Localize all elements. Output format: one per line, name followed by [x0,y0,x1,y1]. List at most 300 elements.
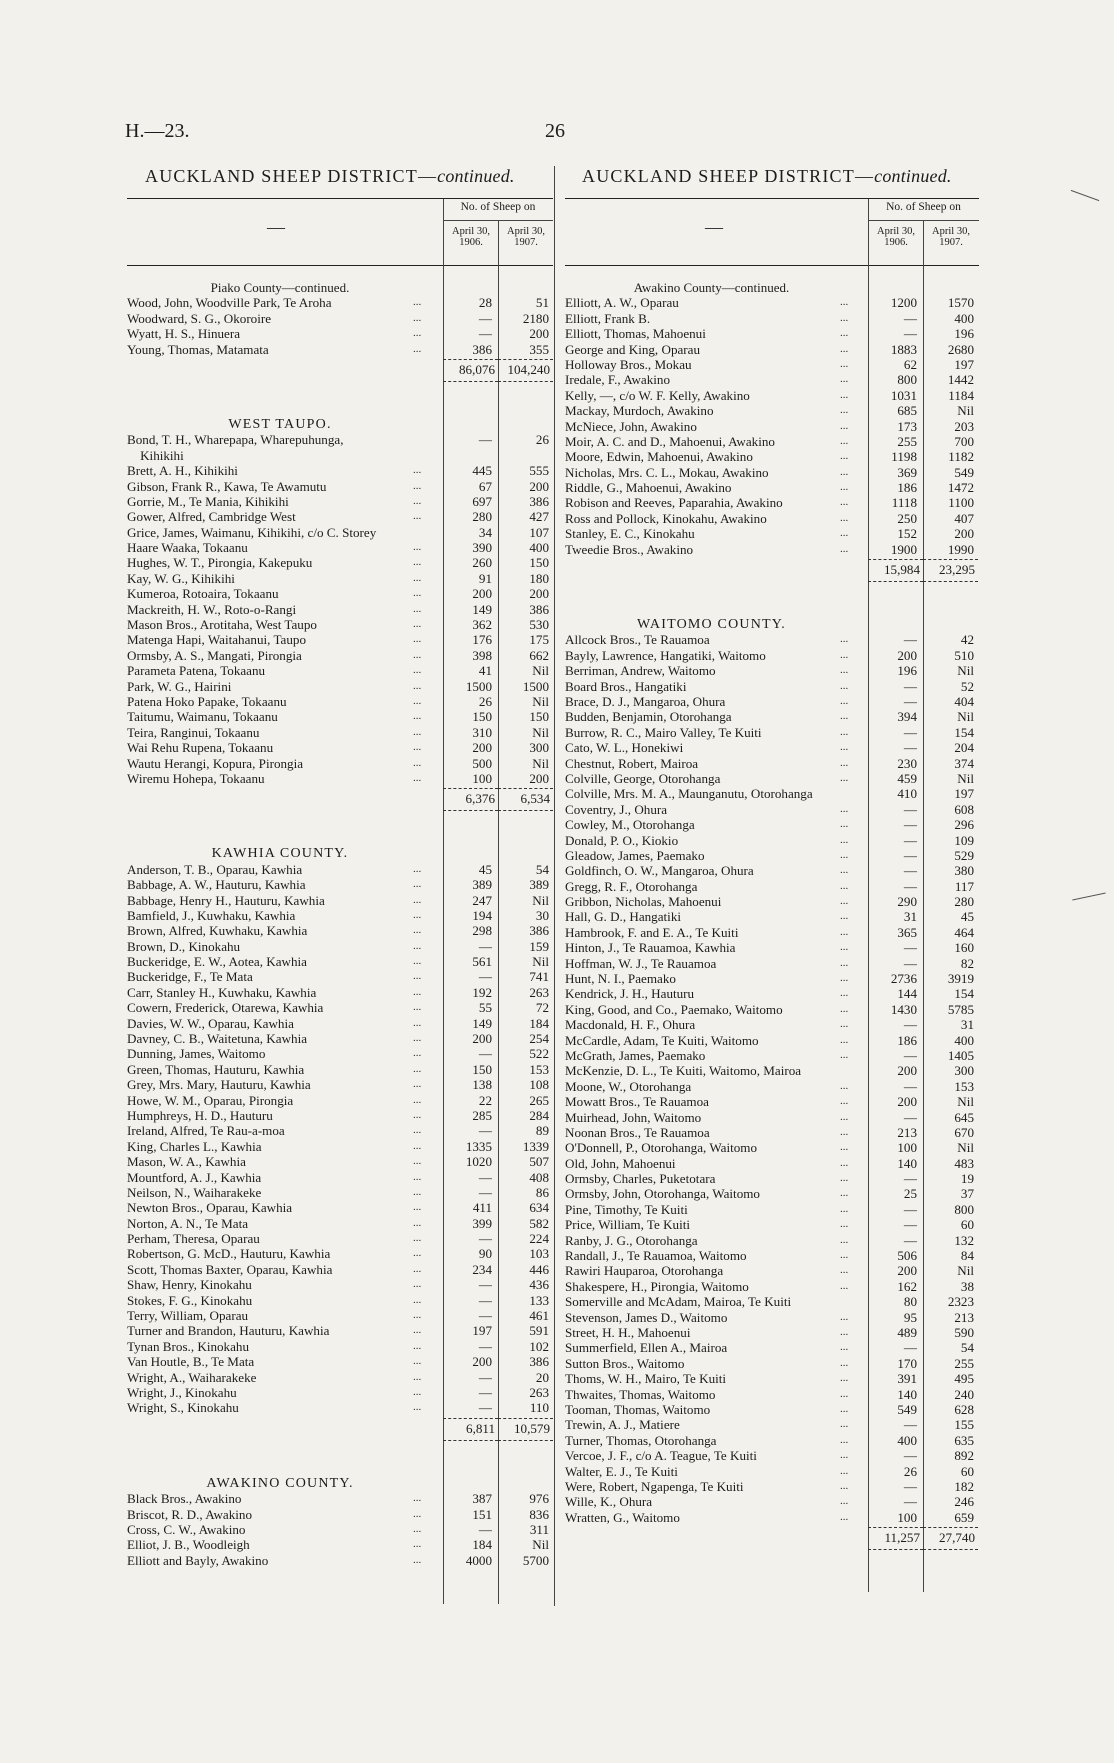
owner-name: Board Bros., Hangatiki [565,678,687,694]
owner-name: Somerville and McAdam, Mairoa, Te Kuiti [565,1294,792,1310]
leader-dots: ... [413,1124,422,1137]
right-title-main: AUCKLAND SHEEP DISTRICT— [582,166,875,186]
owner-name: Hunt, N. I., Paemako [565,971,676,987]
leader-dots: ... [413,985,422,998]
sheep-1906: — [903,1201,917,1217]
table-row [565,663,979,678]
table-row [127,479,553,494]
owner-name: Chestnut, Robert, Mairoa [565,755,699,771]
table-row [565,863,979,878]
leader-dots: ... [840,450,849,463]
sheep-1906: 213 [897,1124,917,1140]
table-row [565,786,979,801]
sheep-1907: 197 [954,786,974,802]
sheep-1906: 173 [897,418,917,434]
leader-dots: ... [413,633,422,646]
sheep-1906: 410 [897,786,917,802]
table-row [127,1385,553,1400]
owner-name: Mackay, Murdoch, Awakino [565,403,714,419]
leader-dots: ... [413,1522,422,1535]
leader-dots: ... [840,910,849,923]
sheep-1907: 300 [954,1063,974,1079]
table-row [565,1448,979,1463]
table-row [127,969,553,984]
left-table-header [127,198,553,266]
leader-dots: ... [413,741,422,754]
owner-name: Young, Thomas, Matamata [127,341,269,357]
leader-dots: ... [840,419,849,432]
leader-dots: ... [840,679,849,692]
sheep-1906: 411 [472,1200,492,1216]
table-row [565,311,979,326]
table-row [565,648,979,663]
sheep-1907: 2323 [947,1294,974,1310]
leader-dots: ... [840,818,849,831]
sheep-1907: 662 [529,647,549,663]
sheep-1906: 200 [472,1354,492,1370]
left-header-col2: April 30, 1907. [507,226,545,248]
section-heading: KAWHIA COUNTY. [211,846,349,862]
table-row [127,1077,553,1092]
owner-name: Ranby, J. G., Otorohanga [565,1232,698,1248]
sheep-1906: 149 [472,1015,492,1031]
owner-name: Wright, S., Kinokahu [127,1400,239,1416]
leader-dots: ... [840,941,849,954]
owner-name: Walter, E. J., Te Kuiti [565,1463,678,1479]
sheep-1907: 180 [529,570,549,586]
table-row [127,525,553,540]
left-header-col1: April 30, 1906. [452,226,490,248]
sheep-1907: Nil [957,770,974,786]
leader-dots: ... [840,756,849,769]
sheep-1907: 976 [529,1491,549,1507]
table-row [127,985,553,1000]
owner-name: Hall, G. D., Hangatiki [565,909,682,925]
owner-name: Black Bros., Awakino [127,1491,242,1507]
owner-name: Wai Rehu Rupena, Tokaanu [127,740,274,756]
owner-name: Scott, Thomas Baxter, Oparau, Kawhia [127,1261,333,1277]
owner-name: McCardle, Adam, Te Kuiti, Waitomo [565,1032,759,1048]
sheep-1906: — [478,969,492,985]
sheep-1906: 489 [897,1325,917,1340]
sheep-1906: — [478,1046,492,1062]
table-row [127,1522,553,1537]
sheep-1907: 507 [529,1154,549,1170]
owner-name: Coventry, J., Ohura [565,801,668,817]
owner-name: Ormsby, Charles, Puketotara [565,1171,716,1187]
table-row [565,817,979,832]
table-row [127,1537,553,1552]
owner-name: Tynan Bros., Kinokahu [127,1338,250,1354]
table-row [127,648,553,663]
sheep-1907: Nil [532,1537,549,1553]
sheep-1906: 200 [897,1263,917,1279]
table-row [127,1016,553,1031]
owner-name: Elliott, Thomas, Mahoenui [565,326,706,342]
sheep-1906: 387 [472,1491,492,1507]
leader-dots: ... [413,1370,422,1383]
sheep-1907: 549 [954,464,974,480]
sheep-1907: 400 [954,310,974,326]
sheep-1907: 483 [954,1155,974,1171]
table-row [127,311,553,326]
table-row [127,908,553,923]
table-row [127,602,553,617]
sheep-1907: Nil [532,724,549,740]
owner-name: Green, Thomas, Hauturu, Kawhia [127,1061,305,1077]
sheep-1906: — [903,832,917,848]
sheep-1906: 310 [472,724,492,740]
sheep-1906: — [903,940,917,956]
leader-dots: ... [840,1510,849,1523]
leader-dots: ... [413,1293,422,1306]
leader-dots: ... [413,1201,422,1214]
table-row [127,586,553,601]
sheep-1906: 391 [897,1371,917,1387]
owner-name: Rawiri Hauparoa, Otorohanga [565,1263,724,1279]
table-row [565,694,979,709]
owner-name: Wille, K., Ohura [565,1494,653,1510]
sheep-1907: 1339 [522,1138,549,1154]
section-heading: WAITOMO COUNTY. [637,617,786,633]
table-row [127,1108,553,1123]
owner-name: Gower, Alfred, Cambridge West [127,509,296,525]
sheep-1907: 635 [954,1432,974,1448]
subsection-heading: Awakino County—continued. [633,280,790,295]
sheep-1906: 285 [472,1107,492,1123]
sheep-1906: 45 [478,861,492,877]
leader-dots: ... [840,864,849,877]
right-table-header [565,198,979,266]
leader-dots: ... [840,1110,849,1123]
table-row [127,679,553,694]
owner-name: Mowatt Bros., Te Rauamoa [565,1094,709,1110]
sheep-1907: 254 [529,1031,549,1047]
table-row [565,1202,979,1217]
sheep-1906: — [903,1232,917,1248]
leader-dots: ... [413,771,422,784]
owner-name: Vercoe, J. F., c/o A. Teague, Te Kuiti [565,1448,757,1464]
leader-dots: ... [413,1032,422,1045]
owner-name: Old, John, Mahoenui [565,1155,676,1171]
county-total [127,1416,553,1442]
owner-name: Brace, D. J., Mangaroa, Ohura [565,693,726,709]
right-table-body [565,266,979,1551]
sheep-1906: 192 [472,984,492,1000]
sheep-1906: — [478,1292,492,1308]
sheep-1907: 263 [529,984,549,1000]
owner-name: Anderson, T. B., Oparau, Kawhia [127,861,303,877]
sheep-1907: 400 [954,1032,974,1048]
table-row [565,756,979,771]
sheep-1906: 389 [472,877,492,893]
leader-dots: ... [840,694,849,707]
sheep-1906: 144 [897,986,917,1002]
sheep-1906: — [903,1047,917,1063]
sheep-1906: 394 [897,709,917,725]
sheep-1907: 200 [954,526,974,542]
county-total [127,786,553,812]
leader-dots: ... [413,893,422,906]
sheep-1906: 184 [472,1537,492,1553]
leader-dots: ... [840,1172,849,1185]
table-row [127,1139,553,1154]
table-row [565,542,979,557]
sheep-1906: 138 [472,1077,492,1093]
table-row [127,632,553,647]
table-row [565,388,979,403]
leader-dots: ... [840,1202,849,1215]
table-row [127,1000,553,1015]
owner-name: Donald, P. O., Kiokio [565,832,679,848]
table-row [127,1031,553,1046]
total-1906: 11,257 [884,1530,920,1546]
owner-name: Gribbon, Nicholas, Mahoenui [565,894,722,910]
sheep-1906: 1335 [465,1138,492,1154]
sheep-1907: 529 [954,847,974,863]
sheep-1907: 196 [954,326,974,342]
leader-dots: ... [413,541,422,554]
sheep-1906: 28 [478,295,492,311]
sheep-1906: — [478,1277,492,1293]
leader-dots: ... [413,618,422,631]
sheep-1906: 250 [897,510,917,526]
leader-dots: ... [413,939,422,952]
leader-dots: ... [413,556,422,569]
owner-name: Street, H. H., Mahoenui [565,1325,691,1340]
sheep-1907: 1990 [947,541,974,557]
table-row [565,526,979,541]
right-header-rule [868,199,869,265]
table-row [565,449,979,464]
table-row [565,925,979,940]
sheep-1907: 1472 [947,480,974,496]
table-row [127,1216,553,1231]
table-row [565,679,979,694]
sheep-1906: — [903,817,917,833]
sheep-1907: 54 [535,861,549,877]
table-row [127,694,553,709]
sheep-1906: 176 [472,632,492,648]
sheep-1907: 355 [529,341,549,357]
leader-dots: ... [413,970,422,983]
sheep-1907: 386 [529,1354,549,1370]
sheep-1907: Nil [532,892,549,908]
owner-name: Hinton, J., Te Rauamoa, Kawhia [565,940,736,956]
sheep-1907: 107 [529,524,549,540]
section-spacer [565,583,979,613]
sheep-1907: 1182 [948,449,974,465]
owner-name: Burrow, R. C., Mairo Valley, Te Kuiti [565,724,762,740]
sheep-1906: 41 [478,663,492,679]
leader-dots: ... [840,1356,849,1369]
leader-dots: ... [413,1339,422,1352]
leader-dots: ... [413,1507,422,1520]
owner-name: Parameta Patena, Tokaanu [127,663,266,679]
sheep-1907: 200 [529,478,549,494]
sheep-1906: — [478,326,492,342]
owner-name: Muirhead, John, Waitomo [565,1109,702,1125]
sheep-1907: 102 [529,1338,549,1354]
table-row [127,463,553,478]
sheep-1907: 582 [529,1215,549,1231]
sheep-1907: 213 [954,1309,974,1325]
leader-dots: ... [840,1341,849,1354]
leader-dots: ... [840,633,849,646]
sheep-1906: 459 [897,770,917,786]
owner-name: Robison and Reeves, Paparahia, Awakino [565,495,783,511]
leader-dots: ... [413,862,422,875]
table-row [565,1510,979,1525]
table-row [127,509,553,524]
owner-name: Hughes, W. T., Pirongia, Kakepuku [127,555,313,571]
owner-name: Brett, A. H., Kihikihi [127,463,238,479]
table-row [127,954,553,969]
sheep-1906: — [903,310,917,326]
sheep-1906: 445 [472,463,492,479]
sheep-1907: Nil [957,709,974,725]
owner-name: Grey, Mrs. Mary, Hauturu, Kawhia [127,1077,311,1093]
table-row [127,1154,553,1169]
sheep-1906: 260 [472,555,492,571]
owner-name: Mason Bros., Arotitaha, West Taupo [127,617,317,633]
sheep-1906: — [478,938,492,954]
left-header-dash: — [267,217,285,237]
sheep-1907: Nil [957,403,974,419]
sheep-1906: 255 [897,433,917,449]
sheep-1907: 60 [960,1217,974,1233]
owner-name: Buckeridge, E. W., Aotea, Kawhia [127,954,307,970]
total-1906: 15,984 [883,562,920,578]
right-title [582,166,952,187]
sheep-1907: 386 [529,493,549,509]
owner-name: Davies, W. W., Oparau, Kawhia [127,1015,294,1031]
owner-name: Gorrie, M., Te Mania, Kihikihi [127,493,289,509]
sheep-1906: 150 [472,709,492,725]
table-row [565,1325,979,1340]
sheep-1906: 91 [478,570,492,586]
sheep-1906: — [903,878,917,894]
table-row [127,1231,553,1246]
sheep-1906: 365 [897,924,917,940]
leader-dots: ... [840,710,849,723]
leader-dots: ... [413,1047,422,1060]
owner-name: Noonan Bros., Te Rauamoa [565,1124,710,1140]
owner-name: Robertson, G. McD., Hauturu, Kawhia [127,1246,331,1262]
right-header-col2: April 30, 1907. [932,226,970,248]
owner-name: Mackreith, H. W., Roto-o-Rangi [127,601,297,617]
owner-name: Brown, Alfred, Kuwhaku, Kawhia [127,923,308,939]
sheep-1906: 140 [897,1155,917,1171]
sheep-1907: 741 [529,969,549,985]
owner-name: Park, W. G., Hairini [127,678,232,694]
table-row [565,1233,979,1248]
sheep-1907: 1500 [522,678,549,694]
owner-name: Cato, W. L., Honekiwi [565,740,684,756]
sheep-1907: 150 [529,709,549,725]
table-row [565,879,979,894]
owner-name: Ross and Pollock, Kinokahu, Awakino [565,510,767,526]
owner-name: Gibson, Frank R., Kawa, Te Awamutu [127,478,327,494]
sheep-1906: 100 [472,770,492,786]
sheep-1907: 386 [529,601,549,617]
leader-dots: ... [840,1218,849,1231]
sheep-1907: 20 [535,1369,549,1385]
sheep-1906: 25 [903,1186,917,1202]
table-row [127,1370,553,1385]
sheep-1907: 555 [529,463,549,479]
sheep-1907: 72 [535,1000,549,1016]
sheep-1907: 590 [954,1325,974,1340]
table-row [565,1263,979,1278]
sheep-1906: 2736 [890,971,917,987]
sheep-1906: 95 [903,1309,917,1325]
table-row [127,617,553,632]
leader-dots: ... [840,725,849,738]
leader-dots: ... [840,311,849,324]
table-row [565,1094,979,1109]
sheep-1907: 374 [954,755,974,771]
leader-dots: ... [413,1170,422,1183]
sheep-1906: 100 [897,1509,917,1525]
sheep-1907: 103 [529,1246,549,1262]
owner-name: Humphreys, H. D., Hauturu [127,1107,273,1123]
owner-name: King, Good, and Co., Paemako, Waitomo [565,1001,783,1017]
owner-name: Ormsby, A. S., Mangati, Pirongia [127,647,302,663]
owner-name: Bond, T. H., Wharepapa, Wharepuhunga, [127,432,344,448]
table-row [565,1248,979,1263]
leader-dots: ... [840,925,849,938]
sheep-1907: 836 [529,1506,549,1522]
sheep-1906: — [903,1217,917,1233]
owner-name: Moore, Edwin, Mahoenui, Awakino [565,449,753,465]
leader-dots: ... [413,648,422,661]
section-heading: WEST TAUPO. [228,416,332,432]
sheep-1907: Nil [957,1140,974,1156]
sheep-1907: Nil [532,954,549,970]
leader-dots: ... [840,511,849,524]
leader-dots: ... [840,1326,849,1338]
leader-dots: ... [840,527,849,540]
owner-name: Ormsby, John, Otorohanga, Waitomo [565,1186,760,1202]
county-total [127,357,553,383]
owner-name: Trewin, A. J., Matiere [565,1417,680,1433]
table-row [127,1553,553,1568]
leader-dots: ... [413,694,422,707]
table-row [565,909,979,924]
table-row [127,740,553,755]
sheep-1907: 175 [529,632,549,648]
leader-dots: ... [413,1247,422,1260]
sheep-1906: 1198 [891,449,917,465]
leader-dots: ... [413,1262,422,1275]
table-row [565,1110,979,1125]
sheep-1907: 495 [954,1371,974,1387]
leader-dots: ... [413,664,422,677]
sheep-1906: 398 [472,647,492,663]
sheep-1907: Nil [532,663,549,679]
sheep-1907: 159 [529,938,549,954]
leader-dots: ... [413,1309,422,1322]
table-row [565,1017,979,1032]
owner-name: Elliot, J. B., Woodleigh [127,1537,250,1553]
table-row [127,1293,553,1308]
sheep-1906: 234 [472,1261,492,1277]
sheep-1907: 461 [529,1308,549,1324]
sheep-1907: 407 [954,510,974,526]
sheep-1907: 659 [954,1509,974,1525]
sheep-1906: 561 [472,954,492,970]
